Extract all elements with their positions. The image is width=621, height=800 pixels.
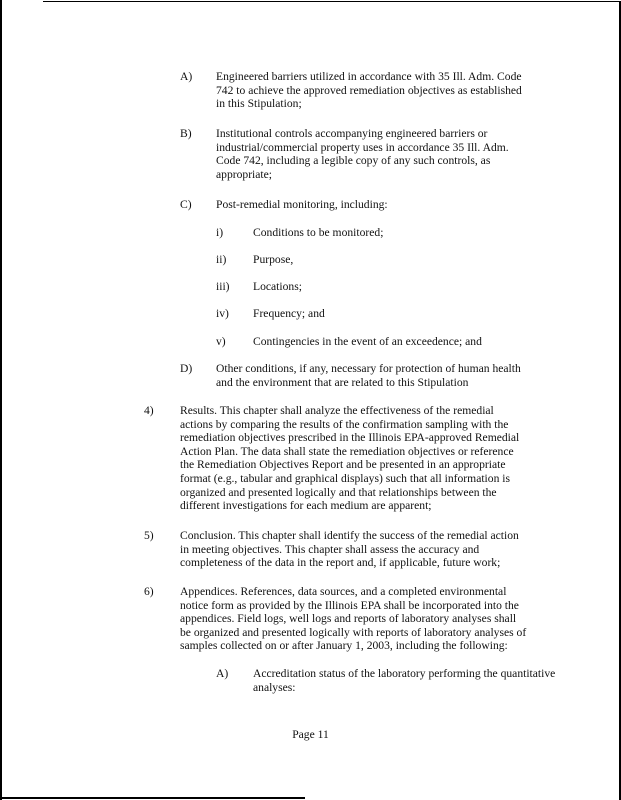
list-item-text xyxy=(180,529,519,570)
list-item-label: iii) xyxy=(216,280,230,293)
list-item-label: B) xyxy=(180,127,192,140)
text-line: appropriate; xyxy=(216,167,273,181)
list-item-label: D) xyxy=(180,362,193,375)
list-item-label: v) xyxy=(216,335,226,348)
text-line: Institutional controls accompanying engineered barriers or xyxy=(216,127,488,140)
list-item-text xyxy=(253,253,293,267)
list-item-label: C) xyxy=(180,198,192,211)
text-line: organized and presented logically and that relationships between the xyxy=(180,485,497,499)
list-item-text xyxy=(216,127,509,181)
page-number: Page 11 xyxy=(292,728,329,741)
text-line: Post-remedial monitoring, including: xyxy=(216,198,388,211)
text-line: analyses: xyxy=(253,680,296,694)
text-line: notice form as provided by the Illinois EPA shall be incorporated into the xyxy=(180,598,519,612)
list-item-text xyxy=(216,362,521,389)
text-line: Results. This chapter shall analyze the effectiveness of the remedial xyxy=(180,404,494,417)
list-item-text xyxy=(216,70,522,111)
list-item-label: i) xyxy=(216,226,224,239)
text-line: 742 to achieve the approved remediation objectives as established xyxy=(216,83,522,97)
list-item-label: A) xyxy=(180,70,193,83)
list-item-text xyxy=(253,280,302,294)
text-line: the Remediation Objectives Report and be presented in an appropriate xyxy=(180,458,506,472)
text-line: appendices. Field logs, well logs and reports of laboratory analyses shall xyxy=(180,612,517,626)
text-line: Conditions to be monitored; xyxy=(253,226,384,239)
text-line: Action Plan. The data shall state the remediation objectives or reference xyxy=(180,444,514,458)
list-item-label: A) xyxy=(216,667,229,680)
list-item-text xyxy=(216,198,388,212)
text-line: in meeting objectives. This chapter shall assess the accuracy and xyxy=(180,542,480,556)
text-line: Appendices. References, data sources, and a completed environmental xyxy=(180,585,507,598)
text-line: in this Stipulation; xyxy=(216,97,302,111)
text-line: and the environment that are related to this Stipulation xyxy=(216,375,469,389)
list-item-text xyxy=(253,226,383,240)
list-item-label: 6) xyxy=(144,585,154,598)
list-item-text xyxy=(253,667,555,694)
scan-border-left xyxy=(0,0,2,800)
list-item-label: 5) xyxy=(144,529,154,542)
text-line: actions by comparing the results of the confirmation sampling with the xyxy=(180,417,509,431)
list-item-label: ii) xyxy=(216,253,227,266)
text-line: samples collected on or after January 1, 2003, including the following: xyxy=(180,639,508,653)
text-line: Other conditions, if any, necessary for protection of human health xyxy=(216,362,521,375)
text-line: completeness of the data in the report and, if applicable, future work; xyxy=(180,556,501,570)
text-line: Conclusion. This chapter shall identify the success of the remedial action xyxy=(180,529,519,542)
text-line: Code 742, including a legible copy of any such controls, as xyxy=(216,154,491,168)
text-line: Contingencies in the event of an exceedence; and xyxy=(253,335,482,348)
text-line: different investigations for each medium are apparent; xyxy=(180,499,432,513)
text-line: Purpose, xyxy=(253,253,294,266)
list-item-text xyxy=(253,307,325,321)
text-line: Accreditation status of the laboratory performing the quantitative xyxy=(253,667,556,680)
scan-border-top xyxy=(43,1,621,2)
list-item-text xyxy=(253,335,482,349)
text-line: Frequency; and xyxy=(253,307,325,320)
list-item-text xyxy=(180,585,526,653)
text-line: be organized and presented logically with reports of laboratory analyses of xyxy=(180,625,527,639)
scan-border-bottom xyxy=(0,797,305,799)
text-line: format (e.g., tabular and graphical displays) such that all information is xyxy=(180,471,511,485)
text-line: Engineered barriers utilized in accordance with 35 Ill. Adm. Code xyxy=(216,70,522,83)
text-line: remediation objectives prescribed in the Illinois EPA-approved Remedial xyxy=(180,431,520,445)
text-line: industrial/commercial property uses in accordance 35 Ill. Adm. xyxy=(216,140,509,154)
text-line: Locations; xyxy=(253,280,302,293)
list-item-label: 4) xyxy=(144,404,154,417)
list-item-label: iv) xyxy=(216,307,229,320)
list-item-text xyxy=(180,404,519,513)
